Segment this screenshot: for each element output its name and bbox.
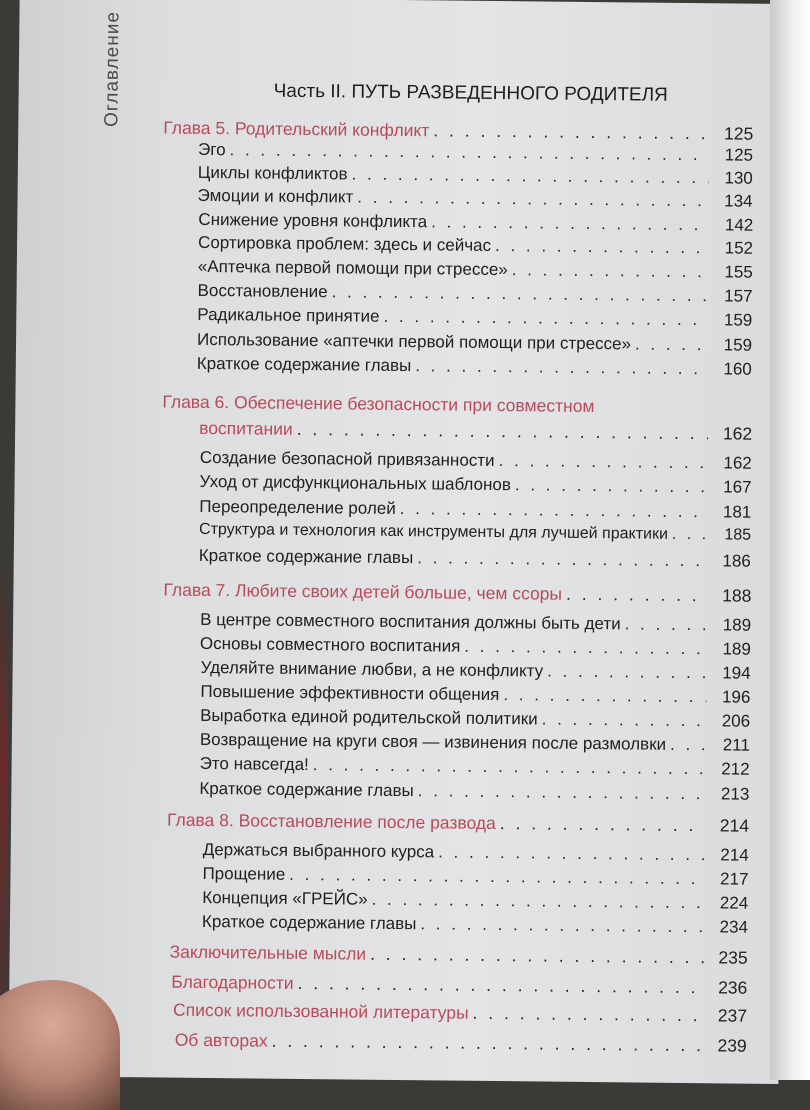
page-number: 160 [723, 359, 752, 379]
entry-title: Структура и технология как инструменты для лучшей практики [199, 520, 669, 543]
entry-title: Это навсегда! [199, 753, 309, 775]
page-number: 206 [721, 711, 751, 731]
entry-title: Держаться выбранного курса [202, 839, 435, 862]
dot-leader [352, 164, 709, 188]
entry-title: Концепция «ГРЕЙС» [202, 887, 368, 909]
dot-leader [229, 140, 709, 165]
page-number: 235 [718, 947, 748, 968]
page-number: 186 [722, 551, 751, 571]
dot-leader [635, 334, 708, 355]
entry-title: Основы совместного воспитания [199, 633, 461, 656]
toc-entry [203, 840, 749, 866]
dot-leader [272, 1031, 703, 1057]
entry-title: Эмоции и конфликт [197, 185, 354, 207]
entry-title: «Аптечка первой помощи при стрессе» [197, 256, 508, 280]
page-number: 236 [718, 977, 748, 998]
dot-leader [418, 781, 706, 804]
dot-leader [357, 188, 708, 212]
page-number: 234 [719, 917, 749, 937]
page-number: 159 [723, 310, 753, 330]
toc-entry [198, 210, 753, 236]
chapter-title: Глава 8. Восстановление после развода [166, 809, 496, 834]
back-title: Список использованной литературы [172, 999, 469, 1023]
entry-title: Сортировка проблем: здесь и сейчас [198, 232, 492, 255]
entry-title: Переопределение ролей [199, 496, 396, 518]
entry-title: Краткое содержание главы [201, 911, 417, 934]
dot-leader [438, 842, 705, 865]
dot-leader [297, 419, 709, 444]
toc-entry [198, 163, 753, 189]
back-title: Об авторах [174, 1029, 268, 1051]
toc-entry [197, 281, 752, 307]
toc-entry [199, 521, 751, 545]
page-number: 155 [724, 262, 753, 282]
entry-title: Повышение эффективности общения [200, 681, 500, 705]
toc-entry [197, 305, 752, 331]
entry-title: Краткое содержание главы [196, 353, 412, 376]
dot-leader [383, 307, 708, 330]
entry-title: Восстановление [197, 280, 328, 302]
dot-leader [420, 914, 704, 937]
page-number: 185 [724, 526, 752, 544]
page-number: 181 [722, 502, 752, 522]
dot-leader [372, 890, 705, 913]
entry-title: В центре совместного воспитания должны быть дети [200, 609, 621, 634]
page-number: 167 [723, 477, 752, 497]
thumb [0, 980, 120, 1110]
toc-entry [201, 658, 751, 684]
toc-entry [197, 186, 752, 212]
page-number: 157 [724, 286, 753, 306]
toc-entry [197, 330, 752, 356]
toc-entry [198, 257, 753, 283]
page-number: 214 [720, 845, 749, 865]
dot-leader [547, 662, 707, 684]
page-number: 134 [724, 191, 753, 211]
next-page-edge [770, 0, 810, 1080]
entry-title: Снижение уровня конфликта [198, 209, 428, 232]
dot-leader [289, 865, 704, 889]
part-title: Часть II. ПУТЬ РАЗВЕДЕННОГО РОДИТЕЛЯ [273, 80, 668, 106]
back-title: Заключительные мысли [169, 941, 367, 964]
toc-entry [202, 912, 748, 938]
toc-chapter-6 [199, 418, 752, 445]
dot-leader [670, 735, 706, 755]
toc-entry [197, 354, 752, 380]
entry-title: Краткое содержание главы [198, 545, 414, 568]
dot-leader [431, 212, 709, 235]
page-number: 189 [722, 639, 751, 659]
dot-leader [417, 548, 707, 571]
entry-title: Прощение [202, 863, 286, 884]
page-number: 214 [719, 815, 750, 836]
page-number: 125 [724, 145, 754, 165]
entry-title: Радикальное принятие [197, 304, 380, 326]
dot-leader [297, 973, 703, 998]
page-number: 211 [722, 735, 750, 755]
toc-entry [199, 497, 751, 523]
page-number: 217 [719, 869, 749, 889]
page-number: 159 [723, 335, 753, 355]
chapter-title: Глава 5. Родительский конфликт [163, 117, 430, 141]
page-number: 125 [723, 123, 754, 144]
page-number: 196 [721, 687, 751, 707]
running-head: Оглавление [101, 10, 124, 128]
page-number: 224 [719, 893, 749, 913]
dot-leader [672, 526, 707, 544]
toc-entry [199, 472, 751, 498]
page-number: 237 [717, 1005, 748, 1026]
dot-leader [566, 584, 708, 606]
entry-title: Эго [197, 139, 226, 160]
dot-leader [515, 475, 708, 497]
page-number: 188 [722, 585, 752, 606]
back-title: Благодарности [171, 971, 294, 993]
toc-entry [198, 233, 753, 259]
dot-leader [332, 282, 709, 306]
page-number: 239 [717, 1035, 747, 1056]
toc-entry [202, 888, 748, 914]
page-number: 212 [721, 759, 750, 779]
toc-chapter-8 [167, 810, 749, 837]
toc-entry [199, 779, 749, 805]
entry-title: Уделяйте внимание любви, а не конфликту [200, 657, 544, 681]
dot-leader [503, 685, 706, 707]
page-number: 130 [724, 168, 753, 188]
toc-entry [200, 634, 751, 660]
entry-title: Краткое содержание главы [199, 778, 414, 801]
page-number: 162 [722, 423, 753, 444]
chapter-title: Глава 7. Любите своих детей больше, чем ссоры [163, 579, 563, 604]
book-page [8, 0, 789, 1084]
toc-entry [200, 448, 752, 474]
dot-leader [473, 1003, 704, 1026]
toc-chapter-6-title-line1: Глава 6. Обеспечение безопасности при совместном [162, 391, 595, 417]
toc-entry [200, 682, 750, 708]
toc-entry [200, 610, 751, 636]
toc-back-authors [175, 1030, 747, 1057]
dot-leader [370, 944, 704, 968]
entry-title: Создание безопасной привязанности [199, 447, 495, 470]
page-number: 213 [720, 784, 750, 804]
entry-title: Выработка единой родительской политики [200, 705, 538, 729]
entry-title: Уход от дисфункциональных шаблонов [199, 471, 512, 495]
toc-entry [202, 864, 748, 890]
toc-entry [200, 706, 750, 732]
dot-leader [415, 356, 708, 379]
toc-entry [200, 754, 750, 780]
dot-leader [464, 637, 707, 660]
entry-title: Использование «аптечки первой помощи при стрессе» [196, 329, 632, 354]
page-number: 152 [724, 238, 754, 258]
toc-back-conclusion [170, 942, 748, 969]
entry-title: Возвращение на круги своя — извинения после размолвки [199, 729, 667, 754]
page-number: 142 [724, 215, 754, 235]
dot-leader [542, 710, 707, 732]
dot-leader [400, 499, 708, 522]
toc-chapter-7 [163, 580, 751, 607]
toc-entry [200, 730, 750, 756]
dot-leader [499, 451, 708, 473]
chapter-title: воспитании [199, 417, 293, 439]
dot-leader [495, 236, 709, 258]
toc-back-references [173, 1000, 747, 1027]
dot-leader [313, 755, 706, 779]
dot-leader [500, 813, 705, 836]
dot-leader [433, 120, 709, 144]
dot-leader [512, 260, 709, 282]
page-number: 194 [722, 663, 751, 683]
dot-leader [625, 614, 708, 635]
page-number: 162 [723, 453, 752, 473]
toc-back-thanks [171, 972, 747, 999]
toc-entry [199, 546, 751, 572]
page-number: 189 [722, 615, 752, 635]
entry-title: Циклы конфликтов [197, 162, 348, 184]
